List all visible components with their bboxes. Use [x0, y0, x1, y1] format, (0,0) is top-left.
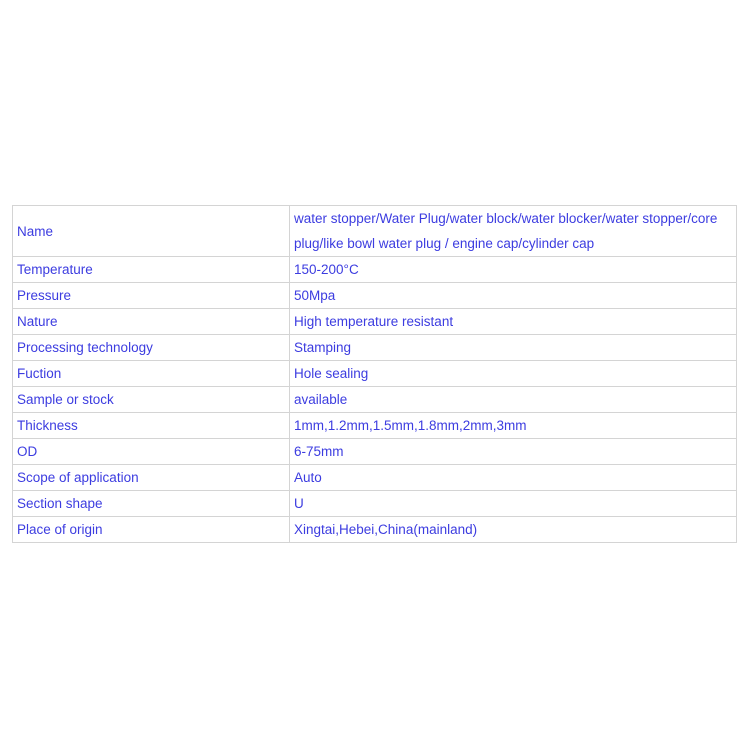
table-row: [13, 387, 737, 413]
table-row: [13, 413, 737, 439]
table-row: [13, 517, 737, 543]
table-row: [13, 309, 737, 335]
spec-label-cell: Pressure: [13, 283, 290, 309]
spec-label-cell: Thickness: [13, 413, 290, 439]
table-row: [13, 465, 737, 491]
spec-label-cell: Scope of application: [13, 465, 290, 491]
spec-value-cell: Xingtai,Hebei,China(mainland): [290, 517, 737, 543]
spec-label-cell: Section shape: [13, 491, 290, 517]
table-row: [13, 283, 737, 309]
table-row: [13, 439, 737, 465]
table-row: [13, 361, 737, 387]
spec-value-cell: available: [290, 387, 737, 413]
spec-table-body: [13, 206, 737, 543]
spec-value-cell: Auto: [290, 465, 737, 491]
spec-value-cell: 6-75mm: [290, 439, 737, 465]
spec-label-cell: Temperature: [13, 257, 290, 283]
table-row: [13, 206, 737, 257]
spec-label-cell: Fuction: [13, 361, 290, 387]
spec-value-cell: Hole sealing: [290, 361, 737, 387]
spec-label-cell: Sample or stock: [13, 387, 290, 413]
spec-label-cell: OD: [13, 439, 290, 465]
spec-label-cell: Nature: [13, 309, 290, 335]
spec-value-cell: 150-200°C: [290, 257, 737, 283]
spec-value-cell: 50Mpa: [290, 283, 737, 309]
spec-value-cell: U: [290, 491, 737, 517]
spec-value-cell: Stamping: [290, 335, 737, 361]
table-row: [13, 335, 737, 361]
spec-label-cell: Name: [13, 206, 290, 257]
spec-label-cell: Place of origin: [13, 517, 290, 543]
table-row: [13, 491, 737, 517]
spec-value-cell: High temperature resistant: [290, 309, 737, 335]
product-spec-table: [12, 205, 737, 543]
spec-value-cell: 1mm,1.2mm,1.5mm,1.8mm,2mm,3mm: [290, 413, 737, 439]
table-row: [13, 257, 737, 283]
spec-value-cell: water stopper/Water Plug/water block/water blocker/water stopper/core plug/like bowl water plug / engine cap/cylinder cap: [290, 206, 737, 257]
spec-label-cell: Processing technology: [13, 335, 290, 361]
